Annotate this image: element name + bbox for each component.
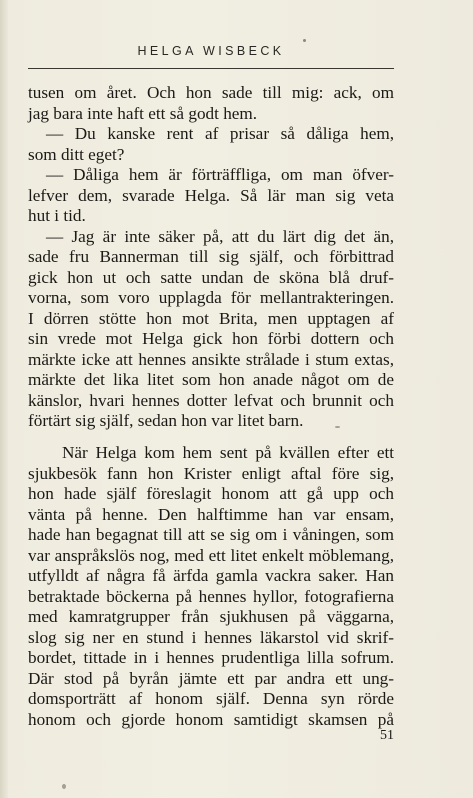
- text-line: vorna, som voro upplagda för mellantrakteringen.: [28, 288, 394, 307]
- text-line: sin vrede mot Helga gick hon förbi dottern och: [28, 329, 394, 348]
- text-line: jag bara inte haft ett så godt hem.: [28, 103, 258, 123]
- text-line: bordet, tittade in i hennes prudentliga lilla sofrum.: [28, 648, 394, 667]
- text-line: slog sig ner en stund i hennes läkarstol vid skrif-: [28, 627, 394, 647]
- paragraph-2: [28, 443, 394, 730]
- text-line: gick hon ut och satte undan de sköna blå druf-: [28, 267, 394, 287]
- text-line: märkte icke att hennes ansikte strålade i stum extas,: [28, 349, 394, 369]
- text-line: — Du kanske rent af prisar så dåliga hem,: [46, 124, 394, 143]
- text-line: känslor, hvari hennes dotter lefvat och brunnit och: [28, 390, 394, 410]
- page-number: 51: [380, 728, 394, 743]
- paper-speck: [62, 784, 66, 789]
- paper-speck: [303, 39, 306, 42]
- text-line: sade fru Bannerman till sig själf, och förbittrad: [28, 247, 394, 266]
- text-line: domsporträtt af honom själf. Denna syn rörde: [28, 689, 394, 708]
- text-line: lefver dem, svarade Helga. Så lär man sig veta: [28, 185, 394, 205]
- text-line: honom och gjorde honom samtidigt skamsen på: [28, 709, 394, 729]
- text-line: med kamratgrupper från sjukhusen på väggarna,: [28, 607, 394, 626]
- text-line: Där stod på byrån jämte ett par andra ett ung-: [28, 668, 394, 688]
- text-line: förtärt sig själf, sedan hon var litet barn.: [28, 411, 304, 430]
- paragraph-1: [28, 83, 394, 432]
- text-line: som ditt eget?: [28, 144, 125, 164]
- text-line: — Jag är inte säker på, att du lärt dig det än,: [46, 226, 394, 246]
- text-line: sjukbesök fann hon Krister enligt aftal före sig,: [28, 463, 394, 483]
- text-line: I dörren stötte hon mot Brita, men upptagen af: [28, 308, 394, 328]
- text-line: hade han begagnat till att se sig om i våningen, som: [28, 525, 394, 544]
- text-line: — Dåliga hem är förträffliga, om man öfver-: [46, 165, 394, 184]
- text-line: betraktade böckerna på hennes hyllor, fotografierna: [28, 586, 394, 606]
- text-line: När Helga kom hem sent på kvällen efter ett: [62, 443, 394, 462]
- text-line: hut i tid.: [28, 206, 86, 225]
- text-line: tusen om året. Och hon sade till mig: ack, om: [28, 83, 394, 102]
- text-line: hon hade själf föreslagit honom att gå upp och: [28, 484, 394, 503]
- text-line: var anspråkslös nog, med ett litet enkelt möblemang,: [28, 545, 394, 565]
- header-rule: [28, 68, 394, 69]
- text-line: märkte det lika litet som hon anade något om de: [28, 370, 394, 389]
- page-gutter-shadow: [0, 0, 8, 798]
- text-line: vänta på henne. Den halftimme han var ensam,: [28, 504, 394, 524]
- text-line: utfylldt af några få ärfda gamla vackra saker. Han: [28, 566, 394, 585]
- running-head: HELGA WISBECK: [137, 44, 285, 58]
